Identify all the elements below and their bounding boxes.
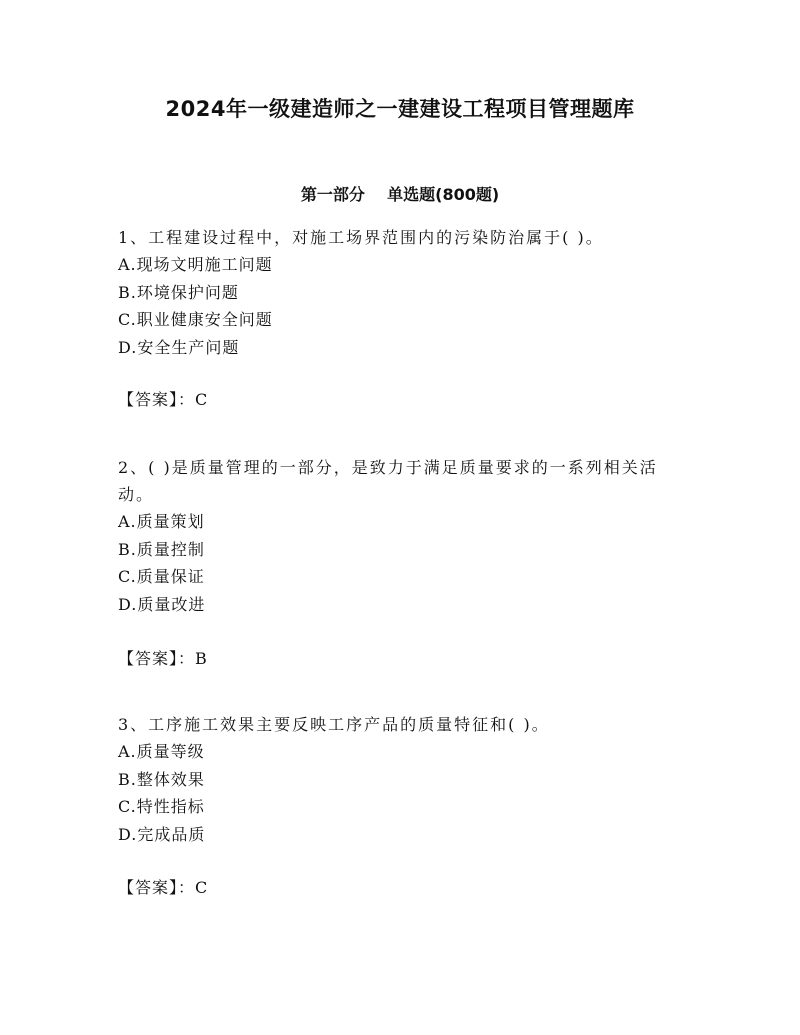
option-b: B.整体效果 bbox=[118, 769, 205, 789]
question-3 bbox=[118, 711, 688, 897]
option-d: D.完成品质 bbox=[118, 824, 206, 844]
option-a: A.质量策划 bbox=[118, 512, 205, 531]
option-c: C.质量保证 bbox=[118, 567, 205, 586]
answer-label: 【答案】：C bbox=[118, 878, 209, 897]
option-b: B.环境保护问题 bbox=[118, 282, 239, 302]
section-title: 第一部分 单选题(800题) bbox=[300, 185, 500, 204]
option-a: A.质量等级 bbox=[118, 742, 205, 761]
option-d: D.质量改进 bbox=[118, 594, 206, 614]
answer-label: 【答案】：B bbox=[118, 649, 208, 668]
question-stem: 2、( )是质量管理的一部分，是致力于满足质量要求的一系列相关活动。 bbox=[118, 458, 658, 504]
option-b: B.质量控制 bbox=[118, 539, 205, 559]
question-stem: 1、工程建设过程中，对施工场界范围内的污染防治属于( )。 bbox=[118, 228, 604, 247]
question-stem: 3、工序施工效果主要反映工序产品的质量特征和( )。 bbox=[118, 715, 550, 734]
option-d: D.安全生产问题 bbox=[118, 337, 240, 357]
answer-label: 【答案】：C bbox=[118, 390, 209, 409]
question-1 bbox=[118, 224, 688, 409]
option-c: C.职业健康安全问题 bbox=[118, 310, 273, 329]
question-2 bbox=[118, 454, 688, 668]
option-a: A.现场文明施工问题 bbox=[118, 255, 273, 274]
document-title: 2024年一级建造师之一建建设工程项目管理题库 bbox=[165, 97, 635, 121]
option-c: C.特性指标 bbox=[118, 797, 205, 816]
